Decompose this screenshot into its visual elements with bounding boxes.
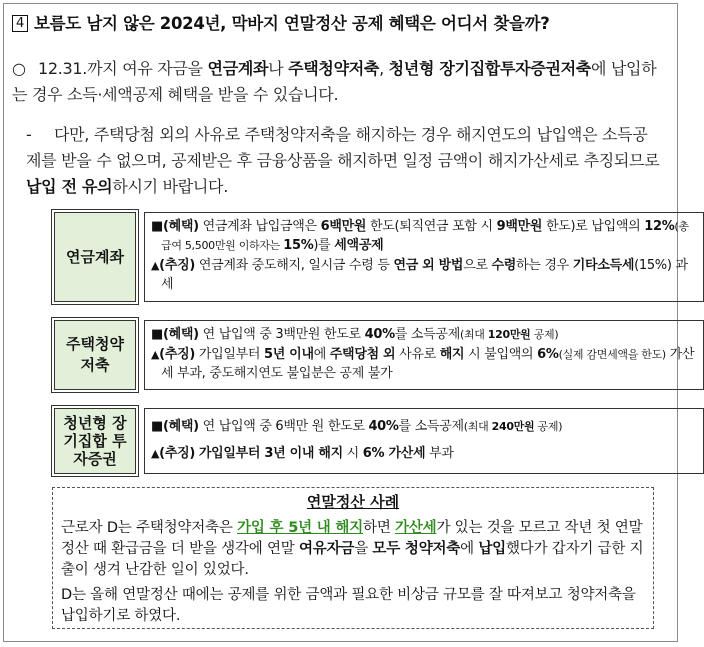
square-bullet-icon: ■ (151, 219, 163, 234)
note-text: 다만, 주택당첨 외의 사유로 주택청약저축을 해지하는 경우 해지연도의 납입액은 소득공제를 받을 수 없으며, 공제받은 후 금융상품을 해지하면 일정 금액이 해지가산세로 추징되므로 (26, 125, 660, 170)
intro-bold-housing: 주택청약저축 (288, 59, 380, 78)
case-paragraph: D는 올해 연말정산 때에는 공제를 위한 금액과 필요한 비상금 규모를 잘 따져보고 청약저축을 납입하기로 하였다. (61, 587, 636, 624)
list-item: ▲(추징) 연금계좌 중도해지, 일시금 수령 등 연금 외 방법으로 수령하는 경우 기타소득세(15%) 과세 (151, 258, 688, 292)
intro-bold-youth-fund: 청년형 장기집합투자증권저축 (388, 59, 591, 78)
list-item: ▲(추징) 가입일부터 3년 이내 해지 시 6% 가산세 부과 (151, 446, 454, 461)
dash-bullet-icon: - (26, 125, 32, 144)
case-body (61, 518, 649, 631)
note-text: 하시기 바랍니다. (112, 177, 228, 196)
list-item: ■(혜택) 연 납입액 중 6백만 원 한도로 40%를 소득공제(최대 240만원 공제) (151, 419, 563, 434)
intro-text: 12.31.까지 여유 자금을 (38, 59, 208, 78)
section-title (12, 10, 550, 34)
row-label: 연금계좌 (54, 212, 136, 302)
intro-bold-pension: 연금계좌 (207, 59, 269, 78)
case-title: 연말정산 사례 (306, 493, 400, 511)
highlight-text: 가산세 (395, 520, 437, 536)
note-paragraph (26, 122, 662, 200)
list-item: ■(혜택) 연금계좌 납입금액은 6백만원 한도(퇴직연금 포함 시 9백만원 한도)로 납입액의 12%(총급여 5,500만원 이하자는 15%)를 세액공제 (151, 219, 689, 253)
intro-paragraph (12, 56, 662, 108)
list-item: ■(혜택) 연 납입액 중 3백만원 한도로 40%를 소득공제(최대 120만원 공제) (151, 327, 559, 342)
case-paragraph: 근로자 D는 주택청약저축은 가입 후 5년 내 해지하면 가산세가 있는 것을 모르고 작년 첫 연말정산 때 환급금을 더 받을 생각에 연말 여유자금을 모두 청약저축에 납입했다가 갑자기 급한 지출이 생겨 난감한 일이 있었다. (61, 520, 644, 578)
list-item: ▲(추징) 가입일부터 5년 이내에 주택당첨 외 사유로 해지 시 불입액의 6%(실제 감면세액을 한도) 가산세 부과, 중도해지연도 불입분은 공제 불가 (151, 347, 695, 381)
triangle-bullet-icon: ▲ (151, 447, 160, 460)
intro-text: 나 (268, 59, 289, 78)
intro-text: , (379, 59, 389, 78)
section-number: 4 (12, 15, 28, 32)
triangle-bullet-icon: ▲ (151, 348, 160, 361)
highlight-text: 가입 후 5년 내 해지 (237, 520, 364, 536)
row-description (144, 212, 704, 302)
square-bullet-icon: ■ (151, 327, 163, 342)
row-description (144, 320, 704, 390)
circle-bullet-icon: ○ (12, 59, 26, 78)
case-study-box (52, 487, 654, 629)
section-title-text: 보름도 남지 않은 2024년, 막바지 연말정산 공제 혜택은 어디서 찾을까? (33, 14, 550, 33)
square-bullet-icon: ■ (151, 419, 163, 434)
note-bold: 납입 전 유의 (26, 177, 113, 196)
row-label: 청년형 장기집합 투자증권 (54, 408, 136, 474)
row-description (144, 408, 704, 474)
intro-text: 에 납입하는 경우 소득·세액공제 혜택을 받을 수 있습니다. (12, 59, 657, 104)
row-label: 주택청약저축 (54, 320, 136, 390)
triangle-bullet-icon: ▲ (151, 259, 160, 272)
